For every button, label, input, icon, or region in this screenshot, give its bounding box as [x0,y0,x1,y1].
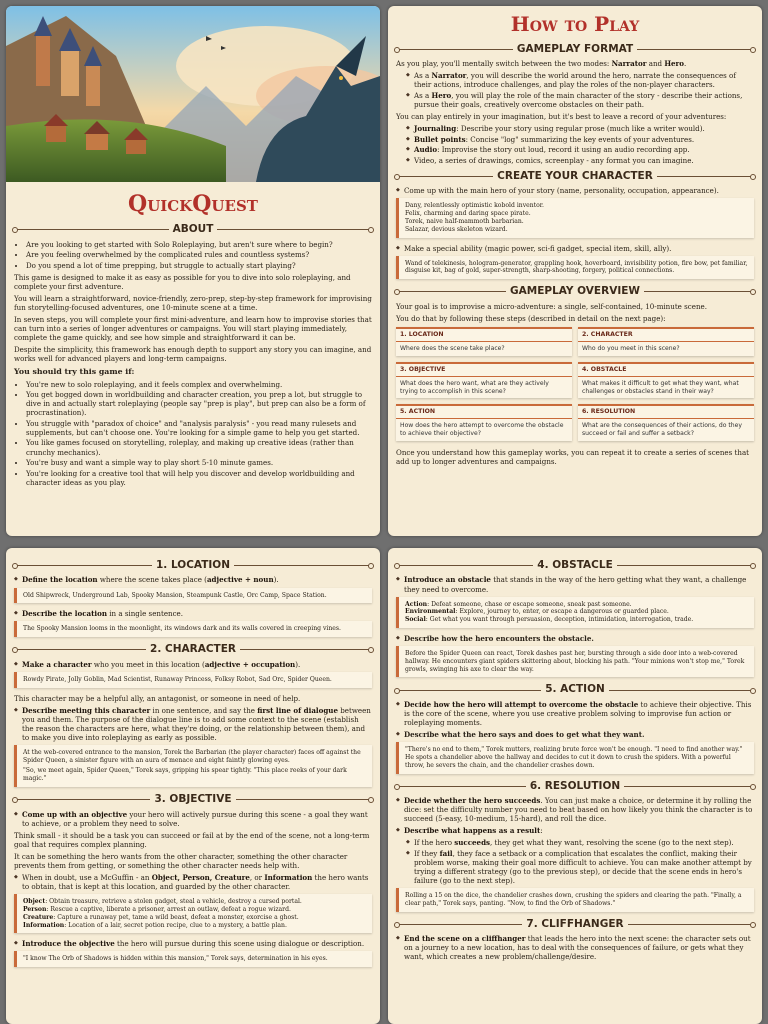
obstacle-heading: 4. OBSTACLE [396,559,754,572]
steps-panel-left [6,548,380,1024]
character-examples: Rowdy Pirate, Jolly Goblin, Mad Scientist, Runaway Princess, Folksy Robot, Sad Orc, Spider Queen. [14,672,372,688]
action-heading: 5. ACTION [396,683,754,696]
list-item: • You get bogged down in worldbuilding and character creation, you prep a lot, but struggle to dive in and actually start roleplaying (people say "prep is play", but prep can also be a form of procrastination). [26,390,372,417]
intro-panel [6,6,380,536]
list-item: • You're looking for a creative tool that will help you discover and develop worldbuilding and character ideas as you play. [26,469,372,487]
page-title: How to Play [510,12,640,36]
list-item: • You're new to solo roleplaying, and it feels complex and overwhelming. [26,380,372,389]
try-heading: You should try this game if: [14,366,135,376]
obstacle-describe: ◆ Describe how the hero encounters the obstacle. [396,634,754,643]
location-examples: Old Shipwreck, Underground Lab, Spooky Mansion, Steampunk Castle, Orc Camp, Space Station. [14,588,372,604]
format-heading: GAMEPLAY FORMAT [396,43,754,56]
steps-grid [396,327,754,441]
list-item: ◆ If the hero succeeds, they get what they want, resolving the scene (go to the next step). [414,838,754,847]
objective-define: ◆ Come up with an objective your hero will actively pursue during this scene - a goal they want to achieve, or a problem they need to solve. [14,810,372,828]
step-card: 5. ACTION How does the hero attempt to overcome the obstacle to achieve their objective? [396,404,572,441]
list-item: ◆ Video, a series of drawings, comics, screenplay - any format you can imagine. [414,156,754,165]
list-item: ◆ Audio: Improvise the story out loud, record it using an audio recording app. [414,145,754,154]
about-paragraph: This game is designed to make it as easy as possible for you to dive into solo roleplaying, and complete your first adventure. [14,272,351,291]
objective-paragraph: Think small - it should be a task you can succeed or fail at by the end of the scene, not a long-term goal that requires complex planning. [14,830,370,849]
resolution-example: Rolling a 15 on the dice, the chandelier crashes down, crushing the spiders and clearing the path. "Finally, a clear path," Torek says, panting. "Now, to find the Orb of Shadows." [396,888,754,912]
obstacle-examples: Action: Defeat someone, chase or escape someone, sneak past someone. Environmental: Explore, journey to, enter, or escape a dangerous or guarded place. Social: Get what you want through persuasion, deception, intimidation, interrogation, trade. [396,597,754,628]
cliffhanger-heading: 7. CLIFFHANGER [396,918,754,931]
ability-examples: Wand of telekinesis, hologram-generator, grappling hook, hoverboard, invisibility potion, fire bow, pet familiar, disguise kit, bag of gold, super-strength, sharp-shooting, forgery, political connections. [396,256,754,280]
list-item: • Are you looking to get started with Solo Roleplaying, but aren't sure where to begin? [26,240,372,249]
resolution-heading: 6. RESOLUTION [396,780,754,793]
step-card: 6. RESOLUTION What are the consequences of their actions, do they succeed or fail and suffer a setback? [578,404,754,441]
location-description-example: The Spooky Mansion looms in the moonlight, its windows dark and its walls covered in creeping vines. [14,621,372,637]
character-note: This character may be a helpful ally, an antagonist, or someone in need of help. [14,693,301,703]
overview-outro: Once you understand how this gameplay works, you can repeat it to create a series of scenes that add up to longer adventures and campaigns. [396,448,750,467]
character-heading: 2. CHARACTER [14,643,372,656]
steps-panel-right [388,548,762,1024]
list-item: • You're busy and want a simple way to play short 5-10 minute games. [26,458,372,467]
create-heading: CREATE YOUR CHARACTER [396,170,754,183]
overview-goal: Your goal is to improvise a micro-adventure: a single, self-contained, 10-minute scene. [396,301,707,311]
character-make: ◆ Make a character who you meet in this location (adjective + occupation). [14,660,372,669]
about-paragraph: Despite the simplicity, this framework has enough depth to support any story you can imagine, and works well for advanced players and long-term campaigns. [14,345,372,364]
resolution-describe: ◆ Describe what happens as a result: [396,826,754,835]
character-meet: ◆ Describe meeting this character in one sentence, and say the first line of dialogue between you and them. The purpose of the dialogue line is to add some context to the scene (establish the reason the characters are here, what they're doing, or the relationship between them), and to make you dive into roleplaying as early as possible. [14,706,372,742]
objective-paragraph: It can be something the hero wants from the other character, something the other character prevents them from getting, or something the other character needs help with. [14,851,348,870]
resolution-decide: ◆ Decide whether the hero succeeds. You can just make a choice, or determine it by rolling the dice: set the difficulty number you need to beat based on how likely you think the character is to succeed (5-easy, 10-medium, 15-hard), and roll the dice. [396,796,754,823]
list-item: • You like games focused on storytelling, roleplay, and making up creative ideas (rather than crunchy mechanics). [26,438,372,456]
objective-introduce: ◆ Introduce the objective the hero will pursue during this scene using dialogue or description. [14,939,372,948]
step-card: 3. OBJECTIVE What does the hero want, what are they actively trying to accomplish in this scene? [396,362,572,399]
objective-intro-example: "I know The Orb of Shadows is hidden within this mansion," Torek says, determination in his eyes. [14,951,372,967]
objective-mcguffin: ◆ When in doubt, use a McGuffin - an Object, Person, Creature, or Information the hero wants to obtain, that is kept at this location, and guarded by the other character. [14,873,372,891]
list-item: ◆ Bullet points: Concise "log" summarizing the key events of your adventures. [414,135,754,144]
location-define: ◆ Define the location where the scene takes place (adjective + noun). [14,575,372,584]
step-card: 4. OBSTACLE What makes it difficult to get what they want, what challenges or obstacles stand in their way? [578,362,754,399]
objective-examples: Object: Obtain treasure, retrieve a stolen gadget, steal a vehicle, destroy a cursed portal. Person: Rescue a captive, liberate a prisoner, arrest an outlaw, defeat a rogue wizard. Creature: Capture a runaway pet, tame a wild beast, defeat a monster, exorcise a ghost. Information: Location of a lair, secret potion recipe, clue to a mystery, a battle plan. [14,894,372,933]
list-item: ◆ Journaling: Describe your story using regular prose (much like a writer would). [414,124,754,133]
logo: QuickQuest [128,191,258,217]
record-intro: You can play entirely in your imagination, but it's best to leave a record of your adventures: [396,111,727,121]
character-meet-example: At the web-covered entrance to the mansion, Torek the Barbarian (the player character) faces off against the Spider Queen, a sinister figure with an aura of menace and eight faintly glowing eyes. "So, we meet again, Spider Queen," Torek says, gripping his spear tightly. "This place reeks of your dark magic." [14,745,372,787]
location-describe: ◆ Describe the location in a single sentence. [14,609,372,618]
list-item: • You struggle with "paradox of choice" and "analysis paralysis" - you read many rulesets and supplements, but can't choose one. You're looking for a simple game to help you get started. [26,419,372,437]
cliffhanger-end: ◆ End the scene on a cliffhanger that leads the hero into the next scene: the character sets out on a journey to a new location, has to deal with the consequences of failure, or gets what they want, which creates a new problem/challenge/desire. [396,934,754,961]
cover-illustration [6,6,380,182]
action-describe: ◆ Describe what the hero says and does to get what they want. [396,730,754,739]
ability-intro: ◆ Make a special ability (magic power, sci-fi gadget, special item, skill, ally). [396,244,754,253]
list-item: ◆ As a Hero, you will play the role of the main character of the story - describe their actions, pursue their goals, creatively overcome obstacles on their path. [414,91,754,109]
mode-list [396,71,754,109]
format-intro: As you play, you'll mentally switch between the two modes: Narrator and Hero. [396,59,687,69]
try-list [14,380,372,487]
list-item: • Are you feeling overwhelmed by the complicated rules and countless systems? [26,250,372,259]
obstacle-example: Before the Spider Queen can react, Torek dashes past her, bursting through a side door into a web-covered hallway. He encounters giant spiders skittering about, blocking his path. "Your minions won't stop me," Torek growls, swinging his axe to clear the way. [396,646,754,677]
castle-dragon-illustration [6,6,380,182]
about-paragraph: In seven steps, you will complete your first mini-adventure, and learn how to improvise stories that can turn into a series of longer adventures or campaigns. You will start playing immediately, complete the game quickly, and see how simple and straightforward it can be. [14,315,372,343]
step-card: 2. CHARACTER Who do you meet in this scene? [578,327,754,356]
about-heading: ABOUT [14,223,372,236]
record-list [396,124,754,165]
resolution-outcomes [396,838,754,885]
about-paragraph: You will learn a straightforward, novice-friendly, zero-prep, step-by-step framework for improvising fun storytelling-focused adventures, one 10-minute scene at a time. [14,293,372,313]
how-to-play-panel [388,6,762,536]
objective-heading: 3. OBJECTIVE [14,793,372,806]
list-item: • Do you spend a lot of time prepping, but struggle to actually start playing? [26,261,372,270]
list-item: ◆ If they fail, they face a setback or a complication that escalates the conflict, making their problem worse, making their goal more difficult to achieve. You can make another attempt by trying a different strategy (go to the previous step), or decide that the scene ends in hero's failure (go to the next step). [414,849,754,885]
create-intro: ◆ Come up with the main hero of your story (name, personality, occupation, appearance). [396,186,754,195]
action-decide: ◆ Decide how the hero will attempt to overcome the obstacle to achieve their objective. This is the core of the scene, where you use creative problem solving to improvise fun action or roleplaying moments. [396,700,754,727]
list-item: ◆ As a Narrator, you will describe the world around the hero, narrate the consequences of their actions, introduce challenges, and play the roles of the non-player characters. [414,71,754,89]
overview-steps: You do that by following these steps (described in detail on the next page): [396,313,666,323]
obstacle-introduce: ◆ Introduce an obstacle that stands in the way of the hero getting what they want, a challenge they need to overcome. [396,575,754,593]
overview-heading: GAMEPLAY OVERVIEW [396,285,754,298]
action-example: "There's no end to them," Torek mutters, realizing brute force won't be enough. "I need to find another way." He spots a chandelier above the hallway and decides to cut it down to crush the spiders. With a powerful throw, he severs the chain, and the chandelier crashes down. [396,742,754,773]
location-heading: 1. LOCATION [14,559,372,572]
step-card: 1. LOCATION Where does the scene take place? [396,327,572,356]
about-questions [14,240,372,270]
character-examples: Dany, relentlessly optimistic kobold inventor. Felix, charming and daring space pirate. Torek, naive half-mammoth barbarian. Salazar, devious skeleton wizard. [396,198,754,237]
